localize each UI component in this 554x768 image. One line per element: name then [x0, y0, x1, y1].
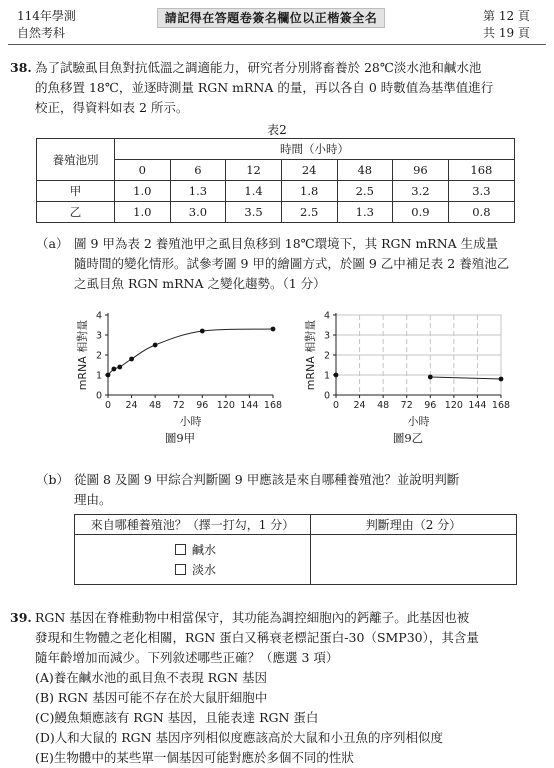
q39-option-c[interactable]: (C)鰻魚類應該有 RGN 基因，且能表達 RGN 蛋白	[35, 710, 319, 725]
table2-value-cell: 3.3	[448, 181, 514, 202]
y-tick-label: 2	[95, 350, 102, 362]
table2-row-pond-b	[37, 202, 515, 223]
table2-hour-cell: 96	[393, 160, 449, 181]
table2-value-cell: 3.2	[393, 181, 449, 202]
y-tick-label: 3	[323, 330, 330, 342]
table2-value-cell: 3.0	[170, 202, 226, 223]
table2-hour-cell: 48	[337, 160, 393, 181]
option-saltwater-label: 鹹水	[192, 542, 217, 557]
q38b-line-2: 理由。	[74, 492, 112, 507]
q38b-line-1: 從圖 8 及圖 9 甲綜合判斷圖 9 甲應該是來自哪種養殖池？並說明判斷	[74, 472, 460, 487]
q38-stem-line-1: 為了試驗虱目魚對抗低溫之調適能力，研究者分別將畜養於 28℃淡水池和鹹水池	[35, 60, 482, 75]
q39-option-d[interactable]: (D)人和大鼠的 RGN 基因序列相似度應該高於大鼠和小丑魚的序列相似度	[35, 730, 444, 745]
table2-value-cell: 0.8	[448, 202, 514, 223]
checkbox-freshwater[interactable]	[175, 564, 186, 575]
figure-9a-caption: 圖9甲	[164, 431, 196, 445]
x-tick-label: 144	[240, 400, 259, 411]
q39-number: 39.	[10, 610, 32, 625]
data-point	[129, 357, 134, 362]
q39-option-e[interactable]: (E)生物體中的某些單一個基因可能對應於多個不同的性狀	[35, 750, 354, 765]
data-point	[111, 367, 116, 372]
q38-stem-line-3: 校正，得資料如表 2 所示。	[35, 100, 189, 115]
reason-answer-cell[interactable]	[311, 535, 517, 585]
x-tick-label: 72	[172, 400, 185, 411]
x-tick-label: 0	[104, 400, 112, 411]
answer-col-pond-header: 來自哪種養殖池？（擇一打勾，1 分）	[75, 515, 311, 535]
x-tick-label: 144	[468, 400, 487, 411]
page-number: 第 12 頁	[483, 9, 530, 23]
exam-year: 114年學測	[17, 9, 76, 23]
data-point	[428, 375, 433, 380]
table2-value-cell: 1.4	[226, 181, 282, 202]
data-point	[153, 343, 158, 348]
table2-hour-cell: 168	[448, 160, 514, 181]
table2-value-cell: 3.5	[226, 202, 282, 223]
x-tick-label: 72	[400, 400, 413, 411]
table2-row-label: 甲	[37, 181, 115, 202]
x-tick-label: 168	[491, 400, 511, 411]
y-tick-label: 0	[323, 390, 330, 402]
x-axis-label: 小時	[179, 415, 202, 428]
x-tick-label: 96	[424, 400, 437, 411]
y-tick-label: 4	[95, 310, 102, 322]
option-freshwater-label: 淡水	[192, 562, 217, 577]
y-tick-label: 2	[323, 350, 330, 362]
figure-9b-caption: 圖9乙	[392, 431, 424, 445]
x-tick-label: 48	[377, 400, 390, 411]
q38-stem-line-2: 的魚移置 18℃，並逐時測量 RGN mRNA 的量，再以各自 0 時數值為基準值進行	[35, 80, 494, 95]
y-tick-label: 1	[95, 370, 102, 382]
q38a-line-1: 圖 9 甲為表 2 養殖池甲之虱目魚移到 18℃環境下，其 RGN mRNA 生成量	[74, 236, 499, 251]
x-tick-label: 168	[263, 400, 283, 411]
q38a-line-3: 之虱目魚 RGN mRNA 之變化趨勢。（1 分）	[74, 276, 326, 291]
table2-value-cell: 2.5	[337, 181, 393, 202]
option-saltwater[interactable]	[175, 540, 310, 560]
y-tick-label: 1	[323, 370, 330, 382]
table2-row-label: 乙	[37, 202, 115, 223]
y-axis-label: mRNA 相對量	[76, 319, 89, 391]
data-point	[499, 377, 504, 382]
q38a-label: （a）	[36, 236, 69, 251]
table2-value-cell: 0.9	[393, 202, 449, 223]
data-point	[271, 327, 276, 332]
x-tick-label: 120	[216, 400, 235, 411]
q38a-line-2: 隨時間的變化情形。試參考圖 9 甲的繪圖方式，於圖 9 乙中補足表 2 養殖池乙	[74, 256, 510, 271]
table2-value-cell: 1.3	[337, 202, 393, 223]
y-tick-label: 0	[95, 390, 102, 402]
x-tick-label: 24	[125, 400, 138, 411]
table2-value-cell: 1.0	[115, 181, 171, 202]
data-point	[334, 373, 339, 378]
table2-hour-cell: 6	[170, 160, 226, 181]
answer-table	[74, 514, 517, 585]
option-freshwater[interactable]	[175, 560, 310, 580]
table2-value-cell: 1.0	[115, 202, 171, 223]
data-point	[200, 329, 205, 334]
table2-value-cell: 2.5	[281, 202, 337, 223]
table2-row-header: 養殖池別	[37, 139, 115, 181]
data-point	[106, 373, 111, 378]
x-axis-label: 小時	[407, 415, 430, 428]
page-total: 共 19 頁	[483, 26, 530, 40]
series-line	[430, 377, 501, 379]
table2-time-header: 時間（小時）	[115, 139, 515, 160]
q39-stem-line-3: 隨年齡增加而減少。下列敘述哪些正確？（應選 3 項）	[35, 650, 339, 665]
data-point	[117, 365, 122, 370]
x-tick-label: 96	[196, 400, 209, 411]
q39-option-a[interactable]: (A)養在鹹水池的虱目魚不表現 RGN 基因	[35, 670, 268, 685]
table2-hour-cell: 0	[115, 160, 171, 181]
x-tick-label: 48	[149, 400, 162, 411]
table2-hour-cell: 12	[226, 160, 282, 181]
q38b-label: （b）	[36, 472, 70, 487]
x-tick-label: 0	[332, 400, 340, 411]
series-line	[108, 329, 273, 375]
signature-notice: 請記得在答題卷簽名欄位以正楷簽全名	[157, 8, 385, 28]
exam-subject: 自然考科	[17, 26, 66, 40]
q39-stem-line-2: 發現和生物體之老化相關，RGN 蛋白又稱衰老標記蛋白-30（SMP30），其含量	[35, 630, 479, 645]
pond-options-cell	[75, 535, 311, 585]
x-tick-label: 24	[353, 400, 366, 411]
table2	[36, 138, 515, 223]
q39-stem-line-1: RGN 基因在脊椎動物中相當保守，其功能為調控細胞內的鈣離子。此基因也被	[35, 610, 470, 625]
header-divider	[8, 44, 546, 45]
q39-option-b[interactable]: (B) RGN 基因可能不存在於大鼠肝細胞中	[35, 690, 268, 705]
table2-caption: 表2	[267, 123, 287, 137]
table2-hour-cell: 24	[281, 160, 337, 181]
y-tick-label: 4	[323, 310, 330, 322]
table2-row-pond-a	[37, 181, 515, 202]
y-axis-label: mRNA 相對量	[304, 319, 317, 391]
table2-value-cell: 1.3	[170, 181, 226, 202]
y-tick-label: 3	[95, 330, 102, 342]
checkbox-saltwater[interactable]	[175, 544, 186, 555]
q38-number: 38.	[10, 60, 32, 75]
x-tick-label: 120	[444, 400, 463, 411]
table2-value-cell: 1.8	[281, 181, 337, 202]
answer-col-reason-header: 判斷理由（2 分）	[311, 515, 517, 535]
